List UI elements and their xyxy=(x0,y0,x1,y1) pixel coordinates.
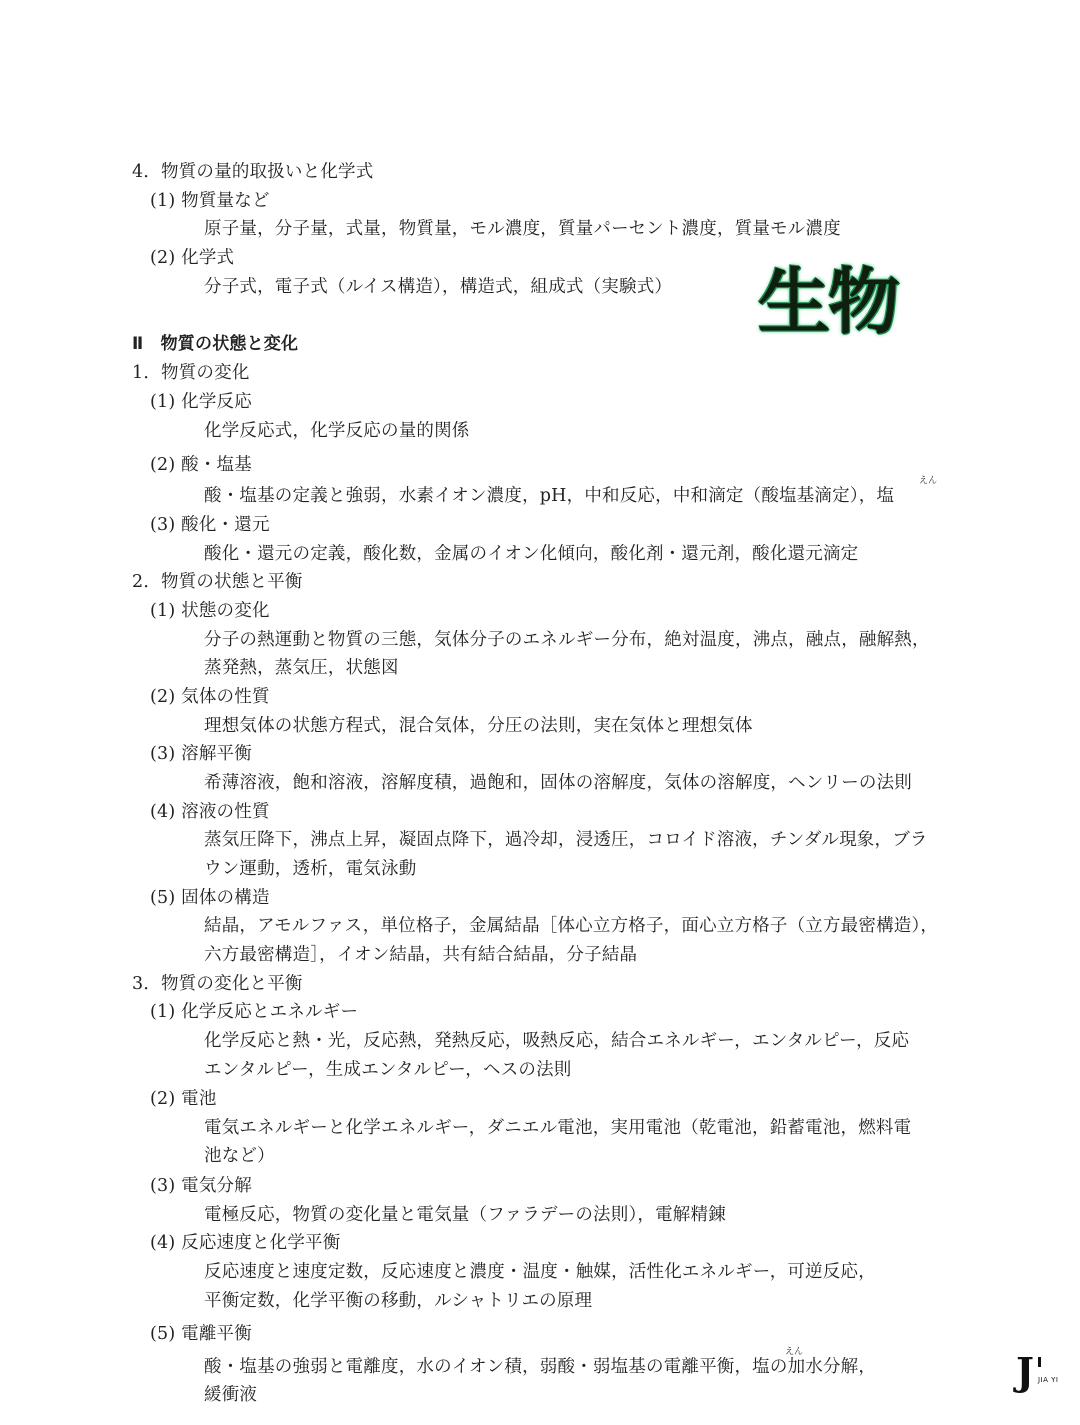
topic-list: 平衡定数，化学平衡の移動，ルシャトリエの原理 xyxy=(204,1291,593,1311)
topic-list: 蒸発熱，蒸気圧，状態図 xyxy=(204,658,399,678)
topic-list: 緩衝液 xyxy=(204,1385,258,1405)
subsection-heading: (3) 酸化・還元 xyxy=(150,515,270,535)
topic-list: 希薄溶液，飽和溶液，溶解度積，過飽和，固体の溶解度，気体の溶解度，ヘンリーの法則 xyxy=(204,773,912,793)
subject-stamp: 生物 xyxy=(758,260,899,344)
topic-list: 電極反応，物質の変化量と電気量（ファラデーの法則），電解精錬 xyxy=(204,1205,726,1225)
subsection-heading: (2) 気体の性質 xyxy=(150,687,270,707)
chapter-heading: Ⅱ 物質の状態と変化 xyxy=(132,334,299,354)
topic-list: エンタルピー，生成エンタルピー，ヘスの法則 xyxy=(204,1060,572,1080)
topic-list: 酸・塩基の定義と強弱，水素イオン濃度，pH，中和反応，中和滴定（酸塩基滴定），塩 xyxy=(204,486,895,506)
topic-list: 理想気体の状態方程式，混合気体，分圧の法則，実在気体と理想気体 xyxy=(204,716,753,736)
subsection-heading: (4) 溶液の性質 xyxy=(150,802,270,822)
topic-list: 蒸気圧降下，沸点上昇，凝固点降下，過冷却，浸透圧，コロイド溶液，チンダル現象，ブラ xyxy=(204,830,928,850)
subsection-heading: (1) 化学反応 xyxy=(150,392,252,412)
logo-mark: J xyxy=(1016,1349,1034,1394)
subsection-heading: (5) 固体の構造 xyxy=(150,888,270,908)
topic-list: 分子式，電子式（ルイス構造），構造式，組成式（実験式） xyxy=(204,277,673,297)
subsection-heading: (1) 化学反応とエネルギー xyxy=(150,1002,359,1022)
topic-list: 酸化・還元の定義，酸化数，金属のイオン化傾向，酸化剤・還元剤，酸化還元滴定 xyxy=(204,544,859,564)
topic-list: 原子量，分子量，式量，物質量，モル濃度，質量パーセント濃度，質量モル濃度 xyxy=(204,219,841,239)
topic-list: 化学反応と熱・光，反応熱，発熱反応，吸熱反応，結合エネルギー，エンタルピー，反応 xyxy=(204,1031,910,1051)
topic-list: 六方最密構造］，イオン結晶，共有結合結晶，分子結晶 xyxy=(204,945,638,965)
topic-list: 反応速度と速度定数，反応速度と濃度・温度・触媒，活性化エネルギー，可逆反応， xyxy=(204,1262,876,1282)
topic-list: 分子の熱運動と物質の三態，気体分子のエネルギー分布，絶対温度，沸点，融点，融解熱， xyxy=(204,630,930,650)
subsection-heading: (5) 電離平衡 xyxy=(150,1324,252,1344)
brand-logo xyxy=(1016,1349,1072,1394)
furigana: えん xyxy=(919,476,938,486)
section-heading: 4．物質の量的取扱いと化学式 xyxy=(132,162,374,182)
topic-list: 結晶，アモルファス，単位格子，金属結晶［体心立方格子，面心立方格子（立方最密構造）， xyxy=(204,916,939,936)
topic-list: 酸・塩基の強弱と電離度，水のイオン積，弱酸・弱塩基の電離平衡，塩の加水分解， xyxy=(204,1357,877,1377)
logo-text: JIA YI xyxy=(1038,1376,1059,1384)
section-heading: 1．物質の変化 xyxy=(132,363,250,383)
topic-list: 池など） xyxy=(204,1146,275,1166)
subsection-heading: (3) 電気分解 xyxy=(150,1176,252,1196)
logo-bar-icon xyxy=(1038,1357,1041,1367)
subsection-heading: (2) 電池 xyxy=(150,1089,217,1109)
topic-list: 化学反応式，化学反応の量的関係 xyxy=(204,421,470,441)
topic-list: ウン運動，透析，電気泳動 xyxy=(204,859,417,879)
subsection-heading: (1) 物質量など xyxy=(150,191,270,211)
furigana: えん xyxy=(785,1347,804,1357)
subsection-heading: (4) 反応速度と化学平衡 xyxy=(150,1233,341,1253)
topic-list: 電気エネルギーと化学エネルギー，ダニエル電池，実用電池（乾電池，鉛蓄電池，燃料電 xyxy=(204,1118,912,1138)
subsection-heading: (3) 溶解平衡 xyxy=(150,744,252,764)
section-heading: 2．物質の状態と平衡 xyxy=(132,572,303,592)
subsection-heading: (2) 化学式 xyxy=(150,248,235,268)
section-heading: 3．物質の変化と平衡 xyxy=(132,974,303,994)
subsection-heading: (2) 酸・塩基 xyxy=(150,455,252,475)
subsection-heading: (1) 状態の変化 xyxy=(150,601,270,621)
